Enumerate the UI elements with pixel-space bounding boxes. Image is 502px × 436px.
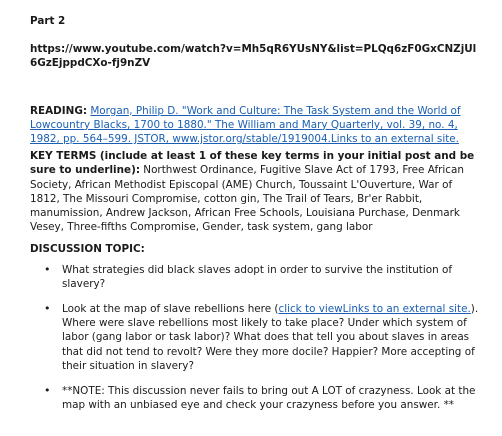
question-text-after-link: ). Where were slave rebellions most likely to take place? Under which system of labor (gang labor or task labor)? What does that tell you about slaves in areas that did not tend to revolt? Were they more docile? Happier? More accepting of their situation in slavery? — [62, 303, 479, 372]
bullet-icon: • — [44, 384, 51, 398]
discussion-topics-list — [30, 263, 482, 413]
key-terms-list: Northwest Ordinance, Fugitive Slave Act of 1793, Free African Society, African Methodist Episcopal (AME) Church, Toussaint L'Ouverture, War of 1812, The Missouri Compromise, cotton gin, The Trail of Tears, Br'er Rabbit, manumission, Andrew Jackson, African Free Schools, Louisiana Purchase, Denmark Vesey, Three-fifths Compromise, Gender, task system, gang labor — [30, 164, 464, 234]
discussion-question-1 — [30, 263, 482, 291]
reading-label: READING: — [30, 104, 88, 117]
key-terms-label: KEY TERMS (include at least 1 of these key terms in your initial post and be sure to underline): — [30, 150, 475, 177]
question-text: What strategies did black slaves adopt in order to survive the institution of slavery? — [62, 263, 453, 290]
question-text-before-link: Look at the map of slave rebellions here ( — [62, 303, 279, 316]
note-text: **NOTE: This discussion never fails to bring out A LOT of crazyness. Look at the map with an unbiased eye and check your crazyness before you answer. ** — [62, 385, 476, 412]
discussion-heading: DISCUSSION TOPIC: — [30, 243, 145, 256]
reading-section — [30, 104, 482, 147]
slave-rebellions-map-link[interactable]: click to viewLinks to an external site. — [278, 303, 471, 316]
discussion-question-2 — [30, 302, 482, 373]
part-heading: Part 2 — [30, 15, 66, 27]
reading-link[interactable]: Morgan, Philip D. "Work and Culture: The Task System and the World of Lowcountry Blacks, 1700 to 1880." The William and Mary Quarterly, vol. 39, no. 4, 1982, pp. 564–599. JSTOR, www.jstor.org/stable/1919004.Links to an external site. — [30, 104, 461, 146]
bullet-icon: • — [44, 262, 51, 276]
discussion-note — [30, 384, 482, 412]
key-terms-section — [30, 149, 482, 234]
bullet-icon: • — [44, 302, 51, 316]
video-url: https://www.youtube.com/watch?v=Mh5qR6YUsNY&list=PLQq6zF0GxCNZjUl6GzEjppdCXo-fj9nZV — [30, 43, 477, 70]
